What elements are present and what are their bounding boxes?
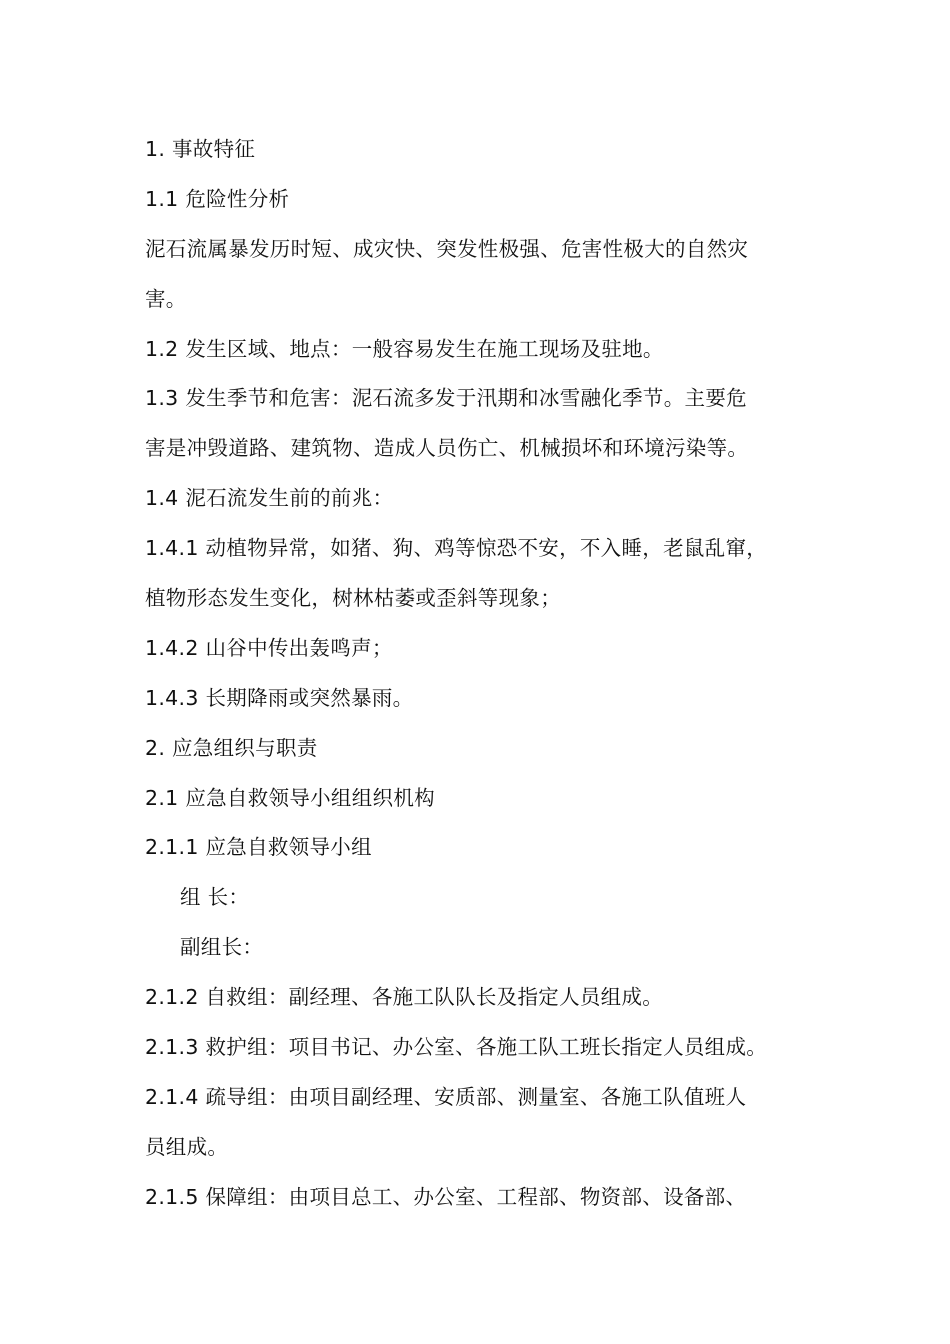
deputy-leader-label: 副组长：	[180, 935, 264, 960]
paragraph-line: 1.4.3 长期降雨或突然暴雨。	[145, 685, 414, 710]
paragraph-line: 2.1.4 疏导组：由项目副经理、安质部、测量室、各施工队值班人	[145, 1084, 747, 1109]
paragraph-line: 员组成。	[145, 1134, 229, 1159]
paragraph-line: 害是冲毁道路、建筑物、造成人员伤亡、机械损坏和环境污染等。	[145, 436, 749, 461]
heading-leadership-group: 2.1.1 应急自救领导小组	[145, 835, 372, 860]
heading-risk-analysis: 1.1 危险性分析	[145, 186, 290, 211]
document-body	[145, 125, 835, 1223]
paragraph-line: 植物形态发生变化，树林枯萎或歪斜等现象；	[145, 586, 561, 611]
paragraph-line: 1.2 发生区域、地点：一般容易发生在施工现场及驻地。	[145, 336, 664, 361]
group-leader-label: 组 长：	[180, 885, 250, 910]
heading-precursors: 1.4 泥石流发生前的前兆：	[145, 486, 394, 511]
paragraph-line: 1.3 发生季节和危害：泥石流多发于汛期和冰雪融化季节。主要危	[145, 386, 747, 411]
heading-emergency-organization: 2. 应急组织与职责	[145, 735, 318, 760]
heading-organization-structure: 2.1 应急自救领导小组组织机构	[145, 785, 435, 810]
paragraph-line: 害。	[145, 286, 187, 311]
paragraph-line: 2.1.2 自救组：副经理、各施工队队长及指定人员组成。	[145, 985, 664, 1010]
paragraph-line: 1.4.2 山谷中传出轰鸣声；	[145, 635, 393, 660]
paragraph-line: 1.4.1 动植物异常，如猪、狗、鸡等惊恐不安，不入睡，老鼠乱窜，	[145, 536, 768, 561]
paragraph-line: 2.1.3 救护组：项目书记、办公室、各施工队工班长指定人员组成。	[145, 1035, 768, 1060]
paragraph-line: 泥石流属暴发历时短、成灾快、突发性极强、危害性极大的自然灾	[145, 236, 749, 261]
paragraph-line: 2.1.5 保障组：由项目总工、办公室、工程部、物资部、设备部、	[145, 1184, 747, 1209]
heading-accident-features: 1. 事故特征	[145, 137, 256, 161]
